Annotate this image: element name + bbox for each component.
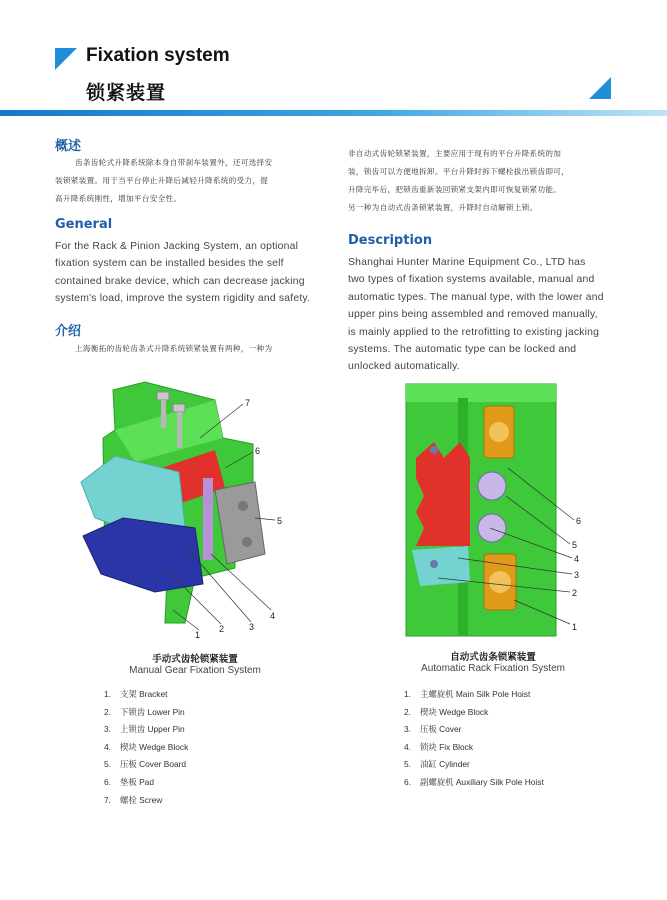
header-divider-bar (0, 110, 667, 116)
cover-bolt-2 (242, 537, 252, 547)
overview-line-2: 装锁紧装置。用于当平台停止升降后减轻升降系统的受力，提 (55, 176, 269, 185)
auto-caption-cn: 自动式齿条锁紧装置 (450, 652, 536, 663)
description-heading: Description (348, 233, 433, 248)
overview-paragraph (55, 154, 335, 208)
auto-wedge-shape (412, 546, 470, 586)
manual-callout-5: 5 (277, 516, 283, 526)
lower-pin-shape (83, 518, 203, 592)
list-item: 1. 主螺旋机 Main Silk Pole Hoist (404, 689, 531, 699)
description-line-6: systems. The automatic type can be locked and (348, 344, 577, 356)
cover-bolt-1 (238, 501, 248, 511)
cylinder-shape-2 (478, 514, 506, 542)
bolt-head-1 (157, 392, 169, 400)
intro-heading: 介绍 (55, 324, 82, 339)
description-paragraph (348, 254, 623, 376)
list-item: 1. 支架 Bracket (104, 689, 168, 699)
auto-callout-1: 1 (572, 622, 578, 632)
general-line-2: fixation system can be installed besides the self (55, 258, 284, 270)
manual-callout-7: 7 (245, 398, 251, 408)
list-item: 3. 上锁齿 Upper Pin (104, 724, 185, 735)
overview-line-3: 高升降系统刚性，增加平台安全性。 (55, 194, 182, 203)
page-title-cn: 锁紧装置 (86, 82, 167, 104)
description-line-7: unlocked automatically. (348, 361, 460, 373)
manual-parts-list (104, 686, 188, 809)
frame-top-face (406, 384, 556, 402)
list-item: 5. 压板 Cover Board (104, 759, 187, 770)
list-item: 2. 楔块 Wedge Block (404, 706, 489, 717)
rack-shape (416, 442, 470, 546)
general-line-1: For the Rack & Pinion Jacking System, an optional (55, 241, 299, 252)
intro-cont-line-3: 升降完毕后，把锁齿重新装回锁紧支架内即可恢复锁紧功能。 (348, 185, 562, 194)
general-line-4: system's load, improve the system rigidity and safety. (55, 293, 311, 305)
header-corner-triangle-icon (589, 77, 611, 99)
fix-bolt-1 (430, 560, 438, 568)
list-item: 2. 下锁齿 Lower Pin (104, 706, 185, 717)
description-line-2: two types of fixation systems available, manual and (348, 274, 595, 286)
general-heading: General (55, 217, 113, 232)
list-item: 6. 垫板 Pad (104, 776, 154, 787)
manual-callout-1: 1 (195, 630, 201, 640)
auto-callout-5: 5 (572, 540, 578, 550)
list-item: 4. 锁块 Fix Block (404, 741, 474, 752)
bolt-shaft-2 (177, 412, 182, 448)
general-paragraph (55, 238, 340, 308)
auto-callout-4: 4 (574, 554, 580, 564)
overview-heading: 概述 (55, 139, 82, 154)
intro-continued-paragraph (348, 145, 623, 217)
list-item: 3. 压板 Cover (404, 724, 462, 735)
bolt-shaft-1 (161, 400, 166, 428)
description-line-3: automatic types. The manual type, with the lower and (348, 291, 604, 303)
automatic-fixation-illustration (398, 378, 598, 640)
list-item: 4. 楔块 Wedge Block (104, 741, 189, 752)
list-item: 7. 螺栓 Screw (104, 794, 163, 805)
list-item: 6. 副螺旋机 Auxiliary Silk Pole Hoist (404, 776, 544, 787)
overview-line-1: 齿条齿轮式升降系统除本身自带刹车装置外，还可选择安 (75, 158, 273, 167)
manual-caption-en: Manual Gear Fixation System (129, 665, 261, 676)
intro-cont-line-4: 另一种为自动式齿条锁紧装置，升降时自动解锁上锁。 (348, 203, 538, 212)
manual-caption-cn: 手动式齿轮锁紧装置 (152, 654, 238, 665)
auto-callout-6: 6 (576, 516, 582, 526)
manual-callout-4: 4 (270, 611, 276, 621)
cylinder-shape-1 (478, 472, 506, 500)
auto-parts-list (404, 686, 544, 792)
main-hoist-drum (489, 571, 511, 593)
auxiliary-hoist-drum (489, 422, 509, 442)
intro-cont-line-1: 非自动式齿轮锁紧装置，主要应用于现有的平台升降系统的加 (348, 149, 562, 158)
fix-bolt-2 (430, 446, 438, 454)
intro-line: 上海衡拓的齿轮齿条式升降系统锁紧装置有两种，一种为 (75, 344, 273, 353)
description-line-4: upper pins being assembled and removed manually, (348, 309, 598, 321)
manual-callout-3: 3 (249, 622, 255, 632)
pad-shape (203, 478, 213, 560)
description-line-1: Shanghai Hunter Marine Equipment Co., LTD has (348, 257, 586, 268)
general-line-3: contained brake device, which can decrease jacking (55, 275, 305, 287)
manual-callout-6: 6 (255, 446, 261, 456)
description-line-5: is mainly applied to the retrofitting to existing jacking (348, 326, 600, 338)
intro-cont-line-2: 装，锁齿可以方便地拆卸。平台升降时拆下螺栓拔出锁齿即可， (348, 167, 570, 176)
list-item: 5. 油缸 Cylinder (404, 759, 470, 770)
page-title-en: Fixation system (86, 45, 230, 66)
manual-fixation-illustration (75, 378, 305, 643)
header-triangle-icon (55, 48, 77, 70)
auto-caption-en: Automatic Rack Fixation System (421, 663, 565, 674)
manual-callout-2: 2 (219, 624, 225, 634)
auto-callout-2: 2 (572, 588, 578, 598)
auto-callout-3: 3 (574, 570, 580, 580)
bolt-head-2 (173, 404, 185, 412)
